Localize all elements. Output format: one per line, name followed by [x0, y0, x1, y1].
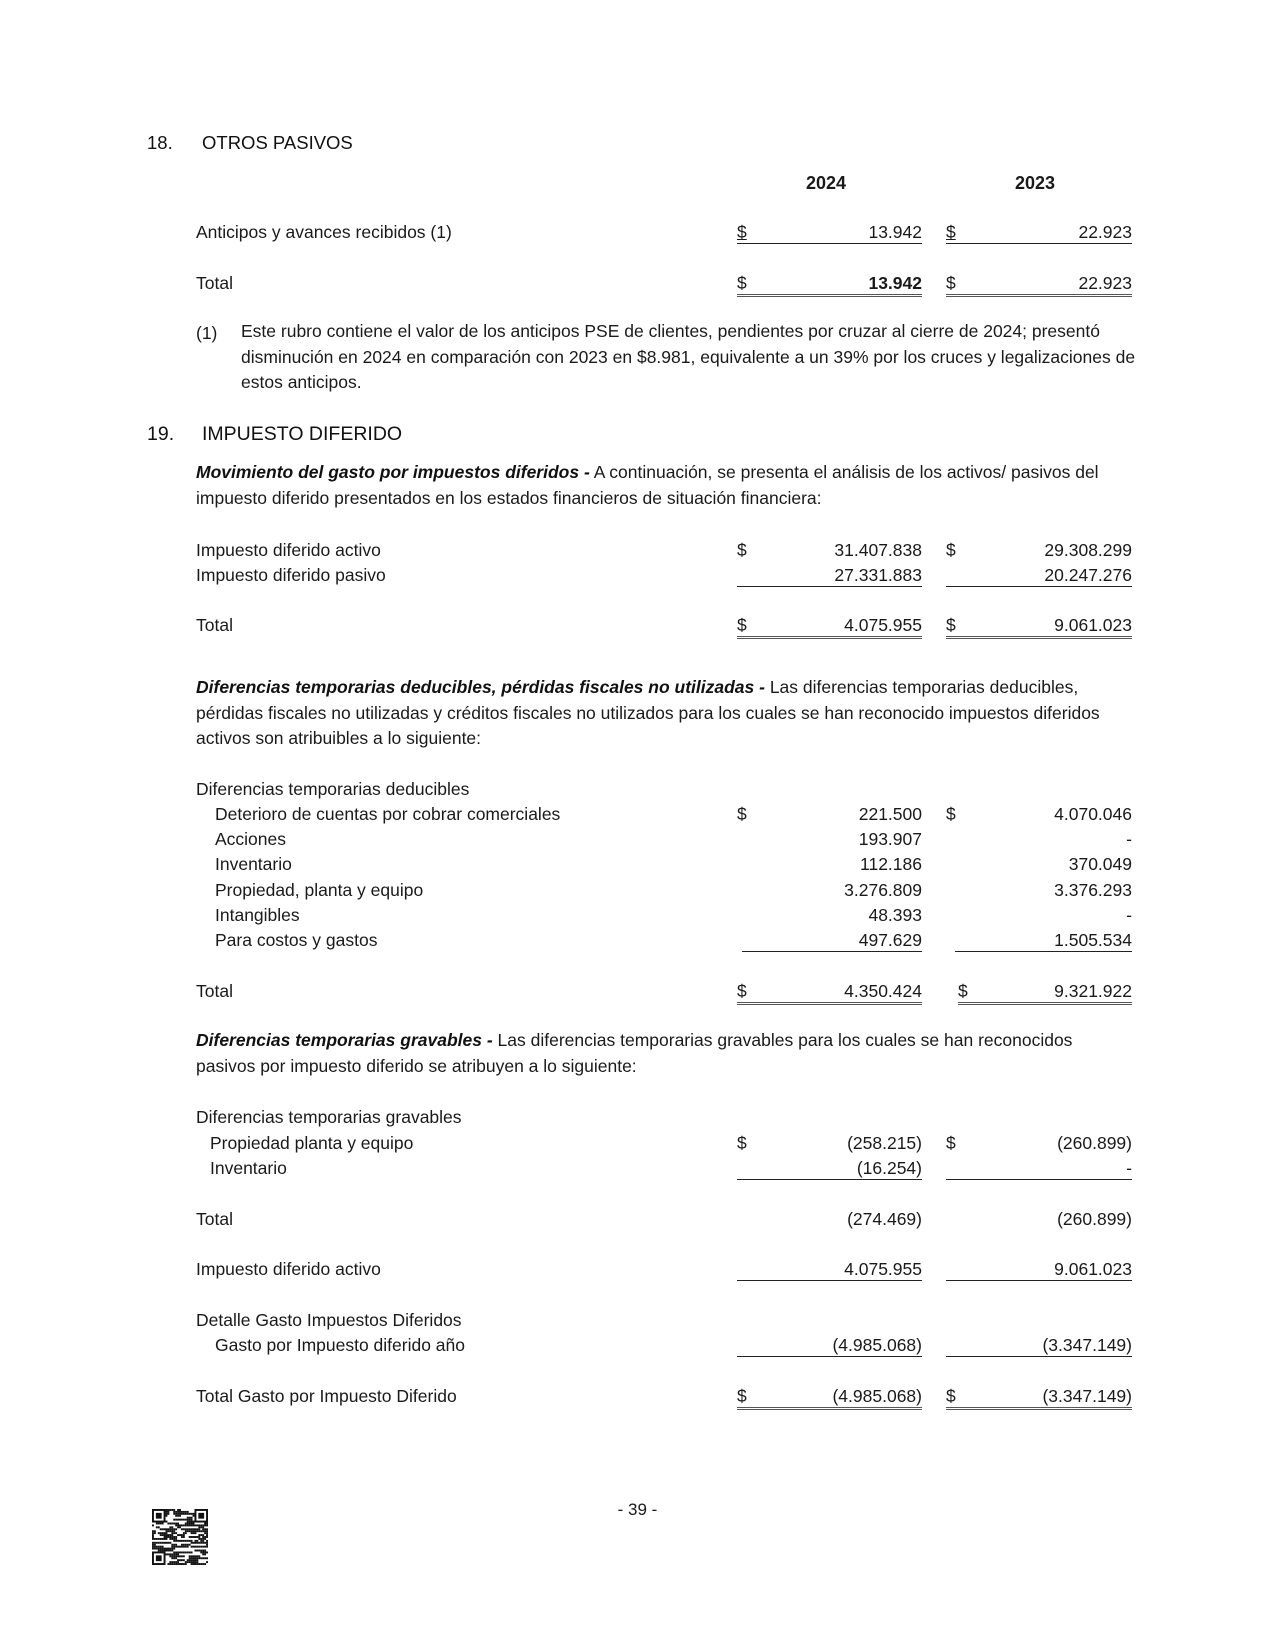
cell-deducibles-2024 [737, 853, 922, 875]
cell-total-deducibles-2024 [737, 980, 922, 1005]
group-label-gravables: Diferencias temporarias gravables [196, 1107, 462, 1127]
paragraph-deducibles [196, 675, 1136, 752]
group-label-deducibles: Diferencias temporarias deducibles [196, 779, 470, 799]
cell-anticipos-2023 [946, 221, 1132, 243]
row-label-impuesto-activo: Impuesto diferido activo [196, 540, 381, 560]
value: 497.629 [858, 930, 922, 950]
row-label-total-movimiento: Total [196, 615, 233, 635]
cell-deducibles-2023 [946, 828, 1132, 850]
underline [737, 243, 922, 244]
note-text: Este rubro contiene el valor de los anticipos PSE de clientes, pendientes por cruzar al cierre de 2024; presentó disminución en 2024 en comparación con 2023 en $8.981, equivalente a un 39% por los cruces y legalizaciones de estos anticipos. [241, 321, 1136, 392]
currency-symbol: $ [737, 222, 747, 242]
section-18-title: OTROS PASIVOS [202, 132, 353, 153]
cell-gasto-anio-2023 [946, 1334, 1132, 1357]
cell-total-18-2023 [946, 272, 1132, 297]
value: 1.505.534 [1054, 930, 1132, 950]
cell-deducibles-2023 [946, 853, 1132, 875]
currency-symbol: $ [737, 1386, 747, 1406]
value: 20.247.276 [1044, 565, 1132, 585]
cell-deducibles-2024 [737, 904, 922, 926]
cell-gasto-anio-2024 [737, 1334, 922, 1357]
value: 112.186 [860, 854, 922, 874]
cell-anticipos-2024 [737, 221, 922, 243]
cell-impuesto-activo-2023 [946, 539, 1132, 561]
page-number: - 39 - [617, 1500, 658, 1519]
value: 3.276.809 [844, 880, 922, 900]
paragraph-text: Las diferencias temporarias deducibles, pérdidas fiscales no utilizadas y créditos fiscales no utilizados para los cuales se han reconocido impuestos diferidos activos son atribuibles a lo siguiente: [196, 677, 1100, 748]
value: - [1126, 829, 1132, 849]
value: (3.347.149) [1042, 1335, 1132, 1355]
value: 22.923 [1078, 222, 1132, 242]
cell-impuesto-diferido-activo-2024 [737, 1258, 922, 1281]
value: 4.075.955 [844, 615, 922, 635]
value: (16.254) [856, 1158, 922, 1178]
cell-deducibles-2023 [946, 904, 1132, 926]
row-label-deducibles: Intangibles [215, 905, 300, 925]
value: 27.331.883 [834, 565, 922, 585]
row-label-deducibles: Propiedad, planta y equipo [215, 880, 424, 900]
currency-symbol: $ [946, 1133, 956, 1153]
cell-total-gravables-2024 [737, 1208, 922, 1230]
paragraph-gravables [196, 1028, 1136, 1079]
cell-total-movimiento-2023 [946, 614, 1132, 639]
value: - [1126, 1158, 1132, 1178]
paragraph-lead: Diferencias temporarias deducibles, pérdidas fiscales no utilizadas - [196, 677, 765, 697]
value: 13.942 [868, 222, 922, 242]
value: (274.469) [847, 1209, 922, 1229]
value: (4.985.068) [832, 1335, 922, 1355]
underline [946, 243, 1132, 244]
currency-symbol: $ [946, 222, 956, 242]
cell-gravables-inventario-2023 [946, 1157, 1132, 1180]
cell-deducibles-2023 [946, 803, 1132, 825]
value: 9.321.922 [1054, 981, 1132, 1001]
value: (260.899) [1057, 1209, 1132, 1229]
currency-symbol: $ [946, 804, 956, 824]
cell-total-18-2024 [737, 272, 922, 297]
value: 193.907 [858, 829, 922, 849]
value: 22.923 [1078, 273, 1132, 293]
currency-symbol: $ [946, 1386, 956, 1406]
paragraph-movimiento [196, 460, 1136, 511]
value: 31.407.838 [834, 540, 922, 560]
cell-impuesto-activo-2024 [737, 539, 922, 561]
value: 48.393 [868, 905, 922, 925]
row-label-deducibles: Para costos y gastos [215, 930, 378, 950]
row-label-gravables-ppe: Propiedad planta y equipo [210, 1133, 414, 1153]
currency-symbol: $ [737, 615, 747, 635]
value: 29.308.299 [1044, 540, 1132, 560]
value: 4.350.424 [844, 981, 922, 1001]
year-header-2024: 2024 [806, 173, 847, 193]
cell-total-gravables-2023 [946, 1208, 1132, 1230]
cell-impuesto-pasivo-2023 [946, 564, 1132, 587]
value: 13.942 [868, 273, 922, 293]
cell-impuesto-diferido-activo-2023 [946, 1258, 1132, 1281]
cell-total-gasto-2024 [737, 1385, 922, 1410]
section-19-title: IMPUESTO DIFERIDO [202, 423, 403, 445]
row-label-deducibles: Inventario [215, 854, 292, 874]
currency-symbol: $ [737, 273, 747, 293]
paragraph-lead: Diferencias temporarias gravables - [196, 1030, 493, 1050]
cell-deducibles-2024 [742, 929, 922, 952]
cell-gravables-inventario-2024 [737, 1157, 922, 1180]
cell-gravables-ppe-2023 [946, 1132, 1132, 1154]
value: (3.347.149) [1042, 1386, 1132, 1406]
currency-symbol: $ [737, 804, 747, 824]
currency-symbol: $ [946, 273, 956, 293]
cell-deducibles-2023 [946, 879, 1132, 901]
currency-symbol: $ [946, 615, 956, 635]
paragraph-text: Las diferencias temporarias gravables para los cuales se han reconocidos pasivos por impuesto diferido se atribuyen a lo siguiente: [196, 1030, 1073, 1076]
row-label-total-gravables: Total [196, 1209, 233, 1229]
value: 3.376.293 [1054, 880, 1132, 900]
paragraph-text: A continuación, se presenta el análisis de los activos/ pasivos del impuesto diferido presentados en los estados financieros de situación financiera: [196, 462, 1099, 508]
currency-symbol: $ [958, 981, 968, 1001]
section-18-number: 18. [147, 132, 173, 153]
row-label-impuesto-diferido-activo: Impuesto diferido activo [196, 1259, 381, 1279]
value: 9.061.023 [1054, 1259, 1132, 1279]
cell-gravables-ppe-2024 [737, 1132, 922, 1154]
value: (258.215) [847, 1133, 922, 1153]
row-label-gasto-anio: Gasto por Impuesto diferido año [215, 1335, 466, 1355]
value: (4.985.068) [832, 1386, 922, 1406]
row-label-anticipos: Anticipos y avances recibidos (1) [196, 222, 452, 242]
row-label-total-deducibles: Total [196, 981, 233, 1001]
row-label-gravables-inventario: Inventario [210, 1158, 287, 1178]
row-label-total-gasto: Total Gasto por Impuesto Diferido [196, 1386, 457, 1406]
cell-deducibles-2024 [737, 828, 922, 850]
paragraph-lead: Movimiento del gasto por impuestos diferidos - [196, 462, 590, 482]
row-label-total-18: Total [196, 273, 233, 293]
row-label-deducibles: Acciones [215, 829, 287, 849]
row-label-impuesto-pasivo: Impuesto diferido pasivo [196, 565, 386, 585]
cell-impuesto-pasivo-2024 [737, 564, 922, 587]
value: 4.075.955 [844, 1259, 922, 1279]
value: (260.899) [1057, 1133, 1132, 1153]
cell-total-gasto-2023 [946, 1385, 1132, 1410]
cell-deducibles-2024 [737, 879, 922, 901]
cell-deducibles-2024 [737, 803, 922, 825]
currency-symbol: $ [737, 540, 747, 560]
currency-symbol: $ [737, 981, 747, 1001]
value: 221.500 [858, 804, 922, 824]
group-label-detalle-gasto: Detalle Gasto Impuestos Diferidos [196, 1310, 462, 1330]
value: 4.070.046 [1054, 804, 1132, 824]
note-marker: (1) [196, 323, 218, 343]
currency-symbol: $ [946, 540, 956, 560]
year-header-2023: 2023 [1015, 173, 1056, 193]
cell-deducibles-2023 [955, 929, 1132, 952]
cell-total-deducibles-2023 [958, 980, 1132, 1005]
section-19-number: 19. [147, 423, 175, 445]
row-label-deducibles: Deterioro de cuentas por cobrar comerciales [215, 804, 561, 824]
value: - [1126, 905, 1132, 925]
currency-symbol: $ [737, 1133, 747, 1153]
value: 9.061.023 [1054, 615, 1132, 635]
cell-total-movimiento-2024 [737, 614, 922, 639]
value: 370.049 [1068, 854, 1132, 874]
